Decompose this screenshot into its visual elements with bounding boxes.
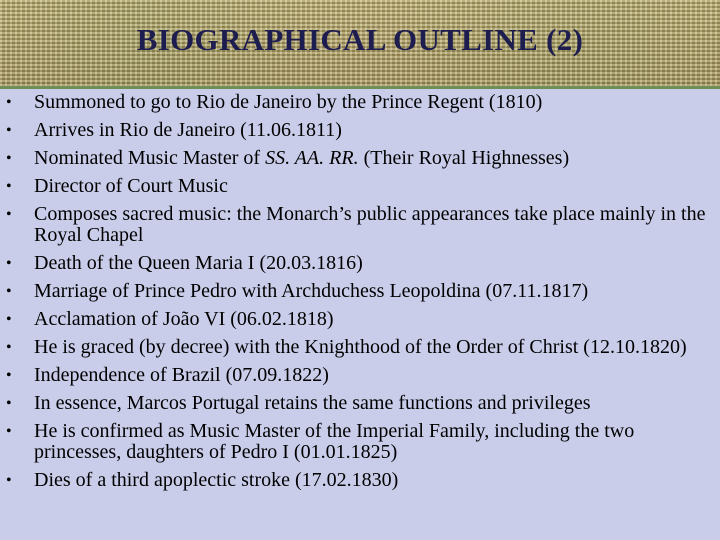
- list-item-text: Marriage of Prince Pedro with Archduchess Leopoldina (07.11.1817): [34, 280, 589, 302]
- list-item-text: Composes sacred music: the Monarch’s public appearances take place mainly in the Royal Chapel: [34, 203, 706, 246]
- list-item-text: Summoned to go to Rio de Janeiro by the Prince Regent (1810): [34, 91, 543, 113]
- bullet-icon: •: [6, 311, 12, 328]
- list-item-text-after: (Their Royal Highnesses): [358, 147, 570, 169]
- list-item: [0, 337, 720, 358]
- bullet-icon: •: [6, 339, 12, 356]
- list-item-text: Independence of Brazil (07.09.1822): [34, 364, 329, 386]
- bullet-icon: •: [6, 122, 12, 139]
- list-item-text: Director of Court Music: [34, 175, 228, 197]
- list-item: [0, 120, 720, 141]
- bullet-list: [0, 92, 720, 498]
- list-item-text: Arrives in Rio de Janeiro (11.06.1811): [34, 119, 342, 141]
- list-item-text: Dies of a third apoplectic stroke (17.02.1830): [34, 469, 399, 491]
- list-item-text: In essence, Marcos Portugal retains the same functions and privileges: [34, 392, 591, 414]
- list-item: [0, 393, 720, 414]
- bullet-icon: •: [6, 395, 12, 412]
- list-item: [0, 92, 720, 113]
- list-item: [0, 365, 720, 386]
- bullet-icon: •: [6, 94, 12, 111]
- list-item-text: Death of the Queen Maria I (20.03.1816): [34, 252, 363, 274]
- list-item-text-before: Nominated Music Master of: [34, 147, 266, 169]
- slide-title: BIOGRAPHICAL OUTLINE (2): [136, 22, 584, 57]
- bullet-icon: •: [6, 367, 12, 384]
- list-item-text: He is graced (by decree) with the Knighthood of the Order of Christ (12.10.1820): [34, 336, 687, 358]
- bullet-icon: •: [6, 206, 12, 223]
- list-item: [0, 176, 720, 197]
- list-item: [0, 470, 720, 491]
- bullet-icon: •: [6, 423, 12, 440]
- list-item: [0, 421, 720, 463]
- list-item: [0, 204, 720, 246]
- list-item: [0, 148, 720, 169]
- list-item-text-italic: SS. AA. RR.: [265, 147, 359, 169]
- list-item: [0, 253, 720, 274]
- list-item: [0, 281, 720, 302]
- bullet-icon: •: [6, 283, 12, 300]
- list-item-text: Acclamation of João VI (06.02.1818): [34, 308, 334, 330]
- list-item-text: He is confirmed as Music Master of the Imperial Family, including the two princesses, daughters of Pedro I (01.01.1825): [34, 420, 635, 463]
- title-banner: [0, 0, 720, 89]
- bullet-icon: •: [6, 178, 12, 195]
- list-item: [0, 309, 720, 330]
- bullet-icon: •: [6, 150, 12, 167]
- bullet-icon: •: [6, 255, 12, 272]
- bullet-icon: •: [6, 472, 12, 489]
